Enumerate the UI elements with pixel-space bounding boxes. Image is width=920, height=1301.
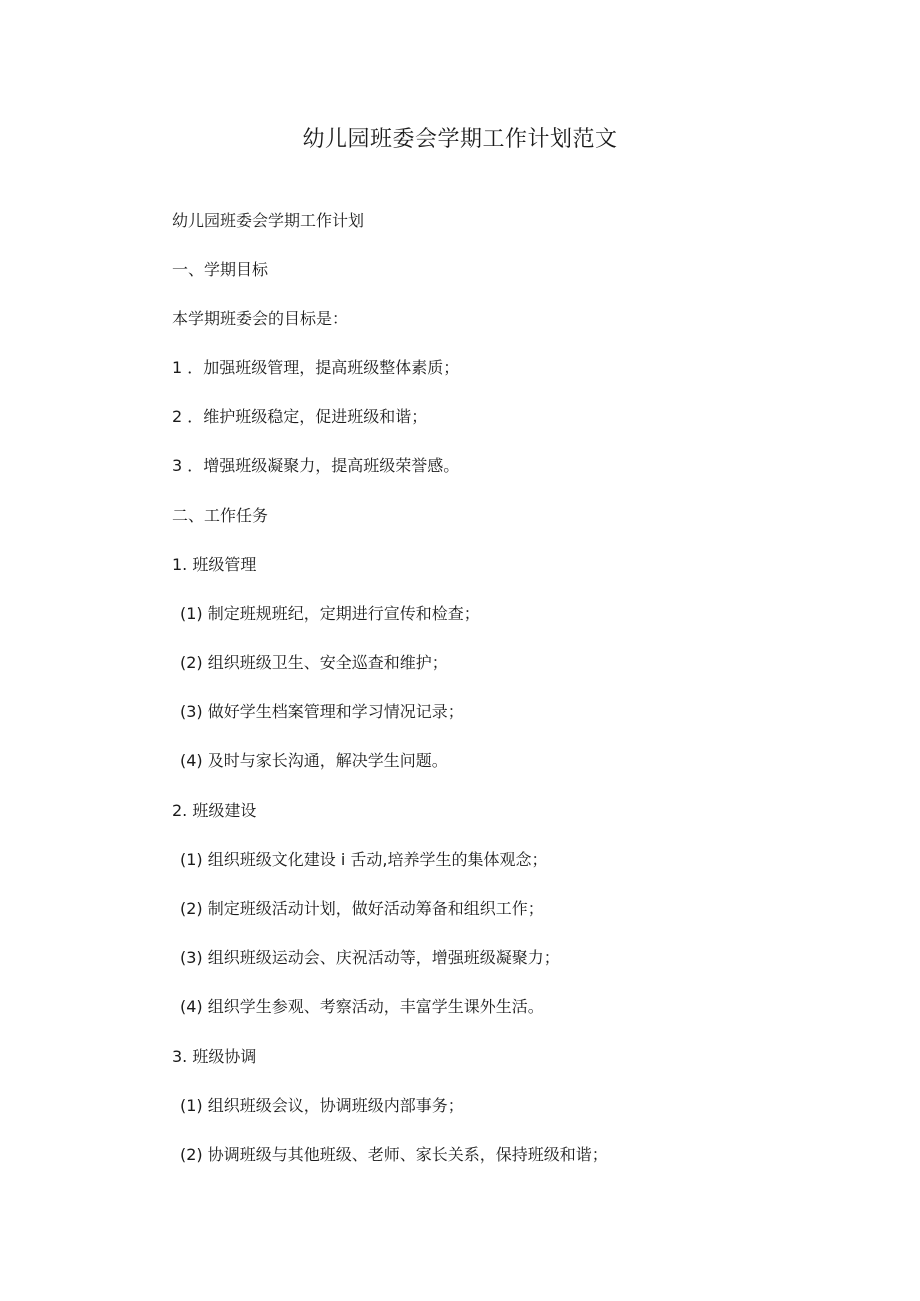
subsection-heading-building: 2. 班级建设 bbox=[172, 801, 257, 820]
goal-item-2: 2 ．维护班级稳定，促进班级和谐； bbox=[172, 407, 428, 426]
document-title: 幼儿园班委会学期工作计划范文 bbox=[302, 127, 618, 152]
subsection-heading-coordination: 3. 班级协调 bbox=[172, 1047, 257, 1066]
paragraph-goals-intro: 本学期班委会的目标是： bbox=[172, 309, 349, 328]
section-heading-tasks: 二、工作任务 bbox=[172, 506, 269, 525]
plan-heading: 幼儿园班委会学期工作计划 bbox=[172, 211, 365, 230]
list-item: (4) 组织学生参观、考察活动，丰富学生课外生活。 bbox=[180, 997, 544, 1016]
goal-item-1: 1 ．加强班级管理，提高班级整体素质； bbox=[172, 358, 460, 377]
list-item: (1) 组织班级会议，协调班级内部事务； bbox=[180, 1096, 464, 1115]
list-item: (2) 协调班级与其他班级、老师、家长关系，保持班级和谐； bbox=[180, 1145, 608, 1164]
goal-item-3: 3 ．增强班级凝聚力，提高班级荣誉感。 bbox=[172, 456, 460, 475]
list-item: (4) 及时与家长沟通，解决学生问题。 bbox=[180, 751, 448, 770]
subsection-heading-management: 1. 班级管理 bbox=[172, 555, 257, 574]
list-item: (1) 制定班规班纪，定期进行宣传和检查； bbox=[180, 604, 480, 623]
list-item: (2) 组织班级卫生、安全巡查和维护； bbox=[180, 653, 448, 672]
section-heading-goals: 一、学期目标 bbox=[172, 260, 269, 279]
list-item: (2) 制定班级活动计划，做好活动筹备和组织工作； bbox=[180, 899, 544, 918]
list-item: (3) 组织班级运动会、庆祝活动等，增强班级凝聚力； bbox=[180, 948, 560, 967]
list-item: (3) 做好学生档案管理和学习情况记录； bbox=[180, 702, 464, 721]
list-item: (1) 组织班级文化建设 i 舌动,培养学生的集体观念； bbox=[180, 850, 548, 869]
